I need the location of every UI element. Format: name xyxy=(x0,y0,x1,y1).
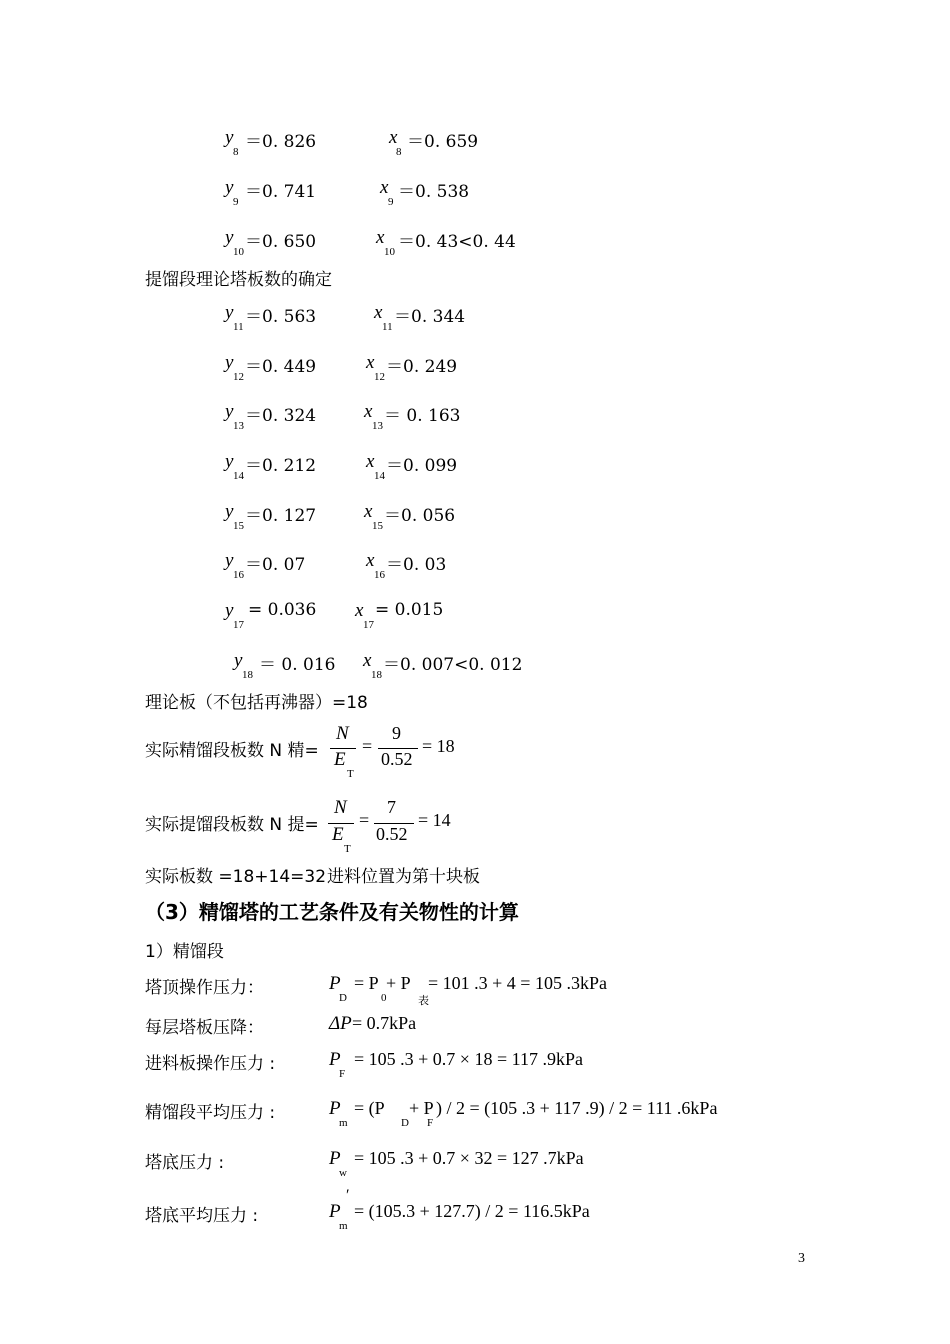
x-value: ＝ 0. 163 xyxy=(384,406,461,426)
y-var: y xyxy=(225,401,234,422)
x-var: x xyxy=(376,227,385,248)
y-var: y xyxy=(225,127,234,148)
calc-var: P xyxy=(329,1201,341,1222)
calc-expression-subscript: D xyxy=(401,1117,409,1129)
calc-var-subscript: m xyxy=(339,1220,348,1232)
calc-var: P xyxy=(329,1049,341,1070)
x-value: ＝0. 43<0. 44 xyxy=(398,232,516,252)
calc-var-subscript: D xyxy=(339,992,347,1004)
calc-var: ΔP xyxy=(329,1013,352,1034)
calc-expression-rest: ) / 2 = (105 .3 + 117 .9) / 2 = 111 .6kPa xyxy=(436,1098,718,1118)
x-var: x xyxy=(366,451,375,472)
y-subscript: 12 xyxy=(233,371,244,383)
actual-rect-label: 实际精馏段板数 N 精= xyxy=(145,741,319,761)
y-subscript: 9 xyxy=(233,196,239,208)
x-value: ＝0. 249 xyxy=(386,357,458,377)
x-var: x xyxy=(389,127,398,148)
x-subscript: 10 xyxy=(384,246,395,258)
x-subscript: 8 xyxy=(396,146,402,158)
calc-expression: = 105 .3 + 0.7 × 32 = 127 .7kPa xyxy=(354,1148,584,1168)
y-var: y xyxy=(225,302,234,323)
y-subscript: 18 xyxy=(242,669,253,681)
y-value: ＝0. 826 xyxy=(245,132,317,152)
y-value: ＝0. 563 xyxy=(245,307,317,327)
calc-label: 进料板操作压力 : xyxy=(145,1054,276,1074)
y-var: y xyxy=(225,352,234,373)
calc-expression-2: + P xyxy=(409,1098,434,1118)
calc-expression: = 0.7kPa xyxy=(352,1013,417,1033)
y-value: ＝0. 741 xyxy=(245,182,317,202)
x-subscript: 16 xyxy=(374,569,385,581)
y-subscript: 8 xyxy=(233,146,239,158)
actual-strip-den-sub: T xyxy=(344,843,351,855)
calc-expression-subscript: 0 xyxy=(381,992,387,1004)
y-value: ＝0. 07 xyxy=(245,555,306,575)
actual-rect-den2: 0.52 xyxy=(381,749,413,769)
x-var: x xyxy=(364,401,373,422)
y-value: ＝ 0. 016 xyxy=(259,655,336,675)
x-var: x xyxy=(364,501,373,522)
calc-expression: = (105.3 + 127.7) / 2 = 116.5kPa xyxy=(354,1201,590,1221)
y-subscript: 11 xyxy=(233,321,244,333)
y-var: y xyxy=(225,177,234,198)
actual-rect-den-sub: T xyxy=(347,768,354,780)
x-var: x xyxy=(366,352,375,373)
actual-strip-den2: 0.52 xyxy=(376,824,408,844)
calc-var: P xyxy=(329,1148,341,1169)
x-value: ＝0. 03 xyxy=(386,555,447,575)
calc-var: P xyxy=(329,973,341,994)
calc-label: 精馏段平均压力 : xyxy=(145,1103,276,1123)
subsection-heading: 1）精馏段 xyxy=(145,942,224,962)
actual-total-line: 实际板数 =18+14=32 xyxy=(145,867,327,887)
x-value: ＝0. 659 xyxy=(407,132,479,152)
y-var: y xyxy=(225,227,234,248)
y-value: ＝0. 449 xyxy=(245,357,317,377)
x-subscript: 9 xyxy=(388,196,394,208)
actual-rect-num2: 9 xyxy=(392,723,401,743)
x-value: ＝0. 099 xyxy=(386,456,458,476)
x-subscript: 11 xyxy=(382,321,393,333)
y-var: y xyxy=(225,550,234,571)
actual-strip-label: 实际提馏段板数 N 提= xyxy=(145,815,319,835)
y-value: ＝0. 650 xyxy=(245,232,317,252)
feed-position-line: 进料位置为第十块板 xyxy=(327,867,480,887)
actual-strip-num-var: N xyxy=(334,797,347,818)
actual-rect-result: = 18 xyxy=(422,736,455,756)
x-var: x xyxy=(355,600,364,621)
actual-strip-num2: 7 xyxy=(387,797,396,817)
y-subscript: 17 xyxy=(233,619,244,631)
calc-expression: = P xyxy=(354,973,379,993)
x-subscript: 14 xyxy=(374,470,385,482)
y-value: ＝0. 127 xyxy=(245,506,317,526)
calc-label: 每层塔板压降： xyxy=(145,1018,264,1038)
calc-var-subscript: F xyxy=(339,1068,346,1080)
calc-expression-2-subscript: F xyxy=(427,1117,434,1129)
x-value: = 0.015 xyxy=(375,600,444,620)
theory-plates-line: 理论板（不包括再沸器）=18 xyxy=(145,693,368,713)
x-subscript: 15 xyxy=(372,520,383,532)
actual-rect-eq1: = xyxy=(362,736,373,756)
actual-strip-result: = 14 xyxy=(418,810,451,830)
calc-expression: = 105 .3 + 0.7 × 18 = 117 .9kPa xyxy=(354,1049,583,1069)
calc-label: 塔底压力 : xyxy=(145,1153,225,1173)
y-subscript: 13 xyxy=(233,420,244,432)
actual-rect-den-var: E xyxy=(334,749,346,770)
actual-strip-den-var: E xyxy=(332,824,344,845)
x-var: x xyxy=(380,177,389,198)
page-number: 3 xyxy=(798,1251,805,1266)
x-subscript: 18 xyxy=(371,669,382,681)
x-subscript: 17 xyxy=(363,619,374,631)
x-value: ＝0. 538 xyxy=(398,182,470,202)
x-var: x xyxy=(374,302,383,323)
actual-strip-eq1: = xyxy=(359,810,370,830)
calc-var: P xyxy=(329,1098,341,1119)
calc-expression-2: + P xyxy=(386,973,411,993)
actual-rect-num-var: N xyxy=(336,723,349,744)
calc-label: 塔底平均压力 : xyxy=(145,1206,259,1226)
x-subscript: 13 xyxy=(372,420,383,432)
section-heading: （3）精馏塔的工艺条件及有关物性的计算 xyxy=(145,900,519,924)
calc-label: 塔顶操作压力： xyxy=(145,978,264,998)
y-subscript: 14 xyxy=(233,470,244,482)
x-subscript: 12 xyxy=(374,371,385,383)
calc-expression: = (P xyxy=(354,1098,385,1118)
y-subscript: 15 xyxy=(233,520,244,532)
y-subscript: 16 xyxy=(233,569,244,581)
x-var: x xyxy=(366,550,375,571)
y-var: y xyxy=(225,501,234,522)
stripping-heading: 提馏段理论塔板数的确定 xyxy=(145,270,332,290)
x-value: ＝0. 344 xyxy=(394,307,466,327)
calc-expression-rest: = 101 .3 + 4 = 105 .3kPa xyxy=(428,973,607,993)
y-value: ＝0. 212 xyxy=(245,456,317,476)
calc-expression-2-subscript: 表 xyxy=(418,995,429,1007)
y-value: = 0.036 xyxy=(248,600,317,620)
x-var: x xyxy=(363,650,372,671)
calc-var-subscript: w xyxy=(339,1167,347,1179)
calc-var-subscript: m xyxy=(339,1117,348,1129)
y-subscript: 10 xyxy=(233,246,244,258)
y-value: ＝0. 324 xyxy=(245,406,317,426)
x-value: ＝0. 056 xyxy=(384,506,456,526)
x-value: ＝0. 007<0. 012 xyxy=(383,655,523,675)
y-var: y xyxy=(225,451,234,472)
calc-var-prime: ′ xyxy=(346,1187,350,1204)
y-var: y xyxy=(234,650,243,671)
y-var: y xyxy=(225,600,234,621)
